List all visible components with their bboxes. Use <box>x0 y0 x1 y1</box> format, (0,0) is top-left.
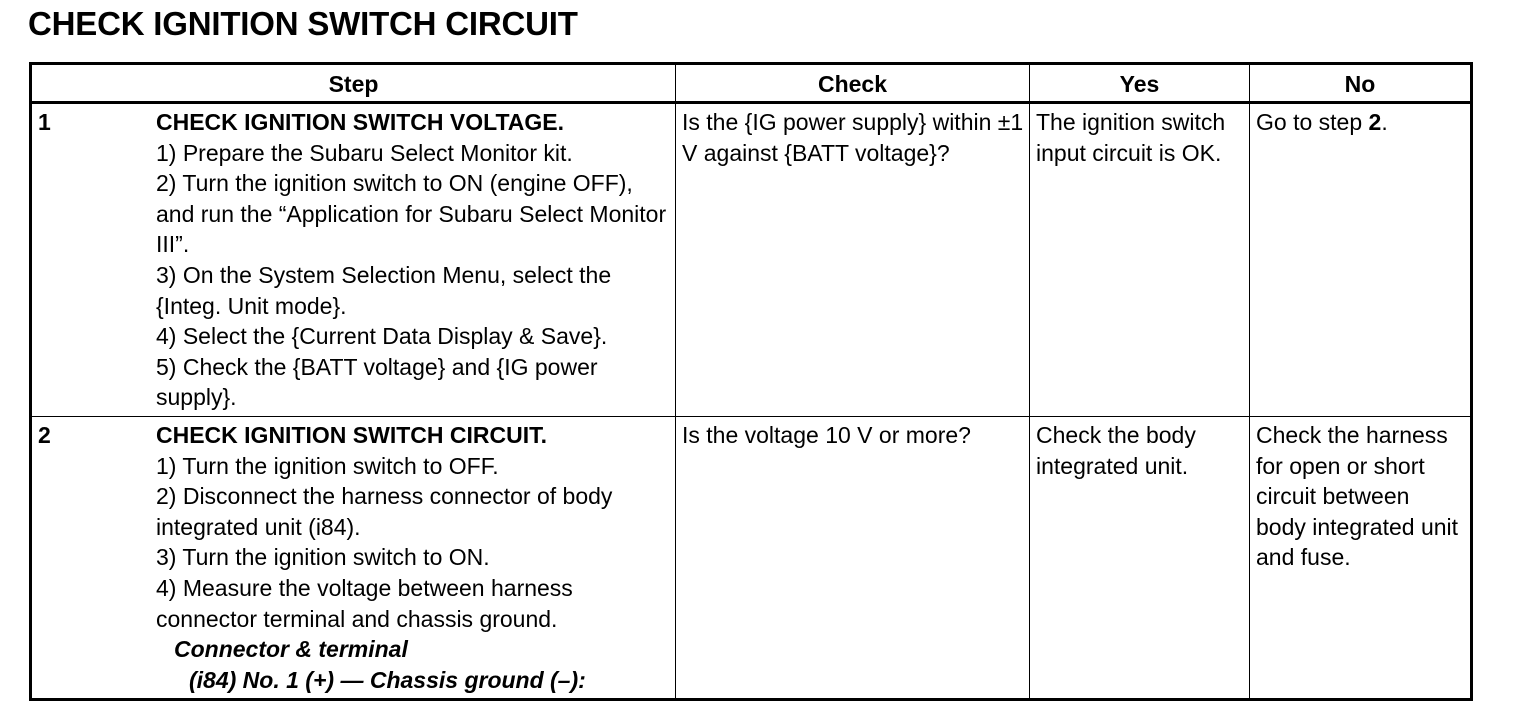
instruction: 4) Select the {Current Data Display & Save}. <box>156 323 608 350</box>
no-cell: Check the harness for open or short circuit between body integrated unit and fuse. <box>1250 416 1472 699</box>
goto-step-number: 2 <box>1368 109 1382 135</box>
step-number: 1 <box>38 109 51 135</box>
header-yes: Yes <box>1030 64 1250 103</box>
table-header-row <box>31 64 1472 103</box>
instruction: 2) Disconnect the harness connector of body integrated unit (i84). <box>156 483 613 540</box>
step-number: 2 <box>38 421 51 448</box>
instruction: 3) Turn the ignition switch to ON. <box>156 544 490 571</box>
check-cell: Is the voltage 10 V or more? <box>676 416 1030 699</box>
diagnostic-table <box>29 62 1473 701</box>
check-cell: Is the {IG power supply} within ±1 V against {BATT voltage}? <box>676 103 1030 417</box>
table-row <box>31 416 1472 699</box>
step-title: CHECK IGNITION SWITCH CIRCUIT. <box>156 421 547 448</box>
connector-heading: Connector & terminal <box>174 636 408 663</box>
no-text-prefix: Go to step <box>1256 109 1369 135</box>
header-step: Step <box>31 64 676 103</box>
page-title: CHECK IGNITION SWITCH CIRCUIT <box>28 5 578 42</box>
instruction: 2) Turn the ignition switch to ON (engine OFF), and run the “Application for Subaru Select Monitor III”. <box>156 170 667 258</box>
table-row <box>31 103 1472 417</box>
step-cell <box>31 103 676 417</box>
instruction: 1) Prepare the Subaru Select Monitor kit. <box>156 139 573 166</box>
header-no: No <box>1250 64 1472 103</box>
connector-terminal-line: (i84) No. 1 (+) — Chassis ground (–): <box>189 666 586 693</box>
instruction: 5) Check the {BATT voltage} and {IG power supply}. <box>156 353 598 411</box>
no-text-suffix: . <box>1381 109 1388 135</box>
step-cell <box>31 416 676 699</box>
instruction: 1) Turn the ignition switch to OFF. <box>156 452 499 479</box>
step-title: CHECK IGNITION SWITCH VOLTAGE. <box>156 109 565 135</box>
instruction: 3) On the System Selection Menu, select the {Integ. Unit mode}. <box>156 261 612 319</box>
yes-cell: Check the body integrated unit. <box>1030 416 1250 699</box>
instruction: 4) Measure the voltage between harness connector terminal and chassis ground. <box>156 574 573 632</box>
yes-cell: The ignition switch input circuit is OK. <box>1030 103 1250 417</box>
header-check: Check <box>676 64 1030 103</box>
no-cell <box>1250 103 1472 417</box>
